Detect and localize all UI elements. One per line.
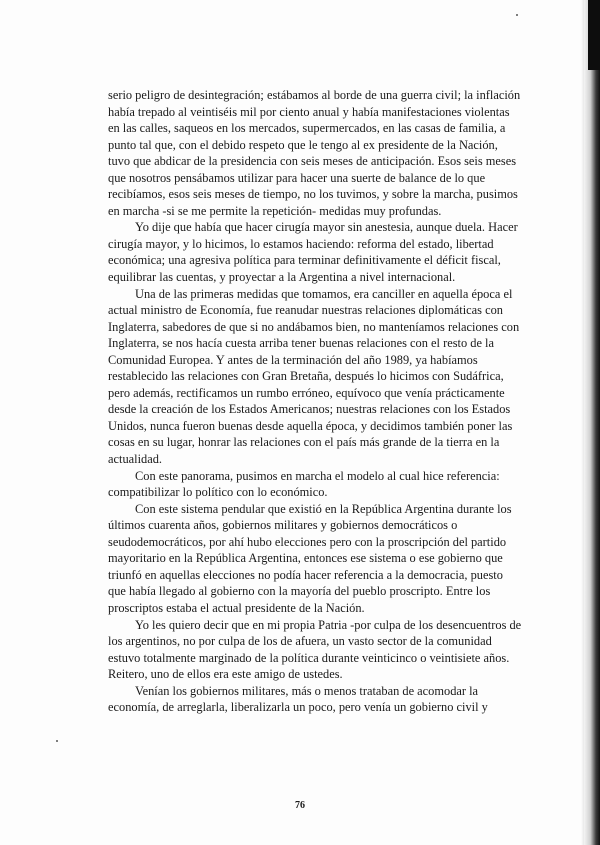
body-text (108, 87, 522, 716)
scan-top-right-mark (588, 0, 600, 70)
paragraph-5: Con este sistema pendular que existió en la República Argentina durante los últimos cuarenta años, gobiernos militares y gobiernos democráticos o seudodemocráticos, por ahí hubo elecciones pero con la proscripción del partido mayoritario en la República Argentina, entonces ese sistema o ese gobierno que triunfó en aquellas elecciones no podía hacer referencia a la democracia, puesto que había llegado al gobierno con la mayoría del pueblo proscripto. Entre los proscriptos estaba el actual presidente de la Nación. (108, 501, 512, 615)
scan-speck (56, 740, 58, 742)
scan-right-edge (584, 0, 600, 845)
paragraph-1: serio peligro de desintegración; estábamos al borde de una guerra civil; la inflación había trepado al veintiséis mil por ciento anual y había manifestaciones violentas en las calles, saqueos en los mercados, supermercados, en las casas de familia, a punto tal que, con el debido respeto que le tengo al ex presidente de la Nación, tuvo que abdicar de la presidencia con seis meses de anticipación. Esos seis meses que nosotros pensábamos utilizar para hacer una suerte de balance de lo que recibíamos, esos seis meses de tiempo, no los tuvimos, y sobre la marcha, pusimos en marcha -si se me permite la repetición- medidas muy profundas. (108, 88, 521, 218)
page-number: 76 (295, 800, 305, 811)
paragraph-3: Una de las primeras medidas que tomamos, era canciller en aquella época el actual ministro de Economía, fue reanudar nuestras relaciones diplomáticas con Inglaterra, sabedores de que si no andábamos bien, no manteníamos relaciones con Inglaterra, se nos hacía cuesta arriba tener buenas relaciones con el resto de la Comunidad Europea. Y antes de la terminación del año 1989, ya habíamos restablecido las relaciones con Gran Bretaña, después lo hicimos con Sudáfrica, pero además, rectificamos un rumbo erróneo, equívoco que venía prácticamente desde la creación de los Estados Americanos; nuestras relaciones con los Estados Unidos, nunca fueron buenas desde aquella época, y decidimos también poner las cosas en su lugar, honrar las relaciones con el país más grande de la tierra en la actualidad. (108, 286, 520, 467)
paragraph-6: Yo les quiero decir que en mi propia Patria -por culpa de los desencuentros de los argentinos, no por culpa de los de afuera, un vasto sector de la comunidad estuvo totalmente marginado de la política durante veinticinco o veintisiete años. Reitero, uno de ellos era este amigo de ustedes. (108, 617, 522, 682)
paragraph-2: Yo dije que había que hacer cirugía mayor sin anestesia, aunque duela. Hacer cirugía mayor, y lo hicimos, lo estamos haciendo: reforma del estado, libertad económica; una agresiva política para terminar definitivamente el déficit fiscal, equilibrar las cuentas, y proyectar a la Argentina a nivel internacional. (108, 220, 518, 285)
paragraph-7: Venían los gobiernos militares, más o menos trataban de acomodar la economía, de arreglarla, liberalizarla un poco, pero venía un gobierno civil y (108, 683, 488, 715)
paragraph-4: Con este panorama, pusimos en marcha el modelo al cual hice referencia: compatibilizar lo político con lo económico. (108, 468, 500, 500)
scan-speck (516, 14, 518, 16)
